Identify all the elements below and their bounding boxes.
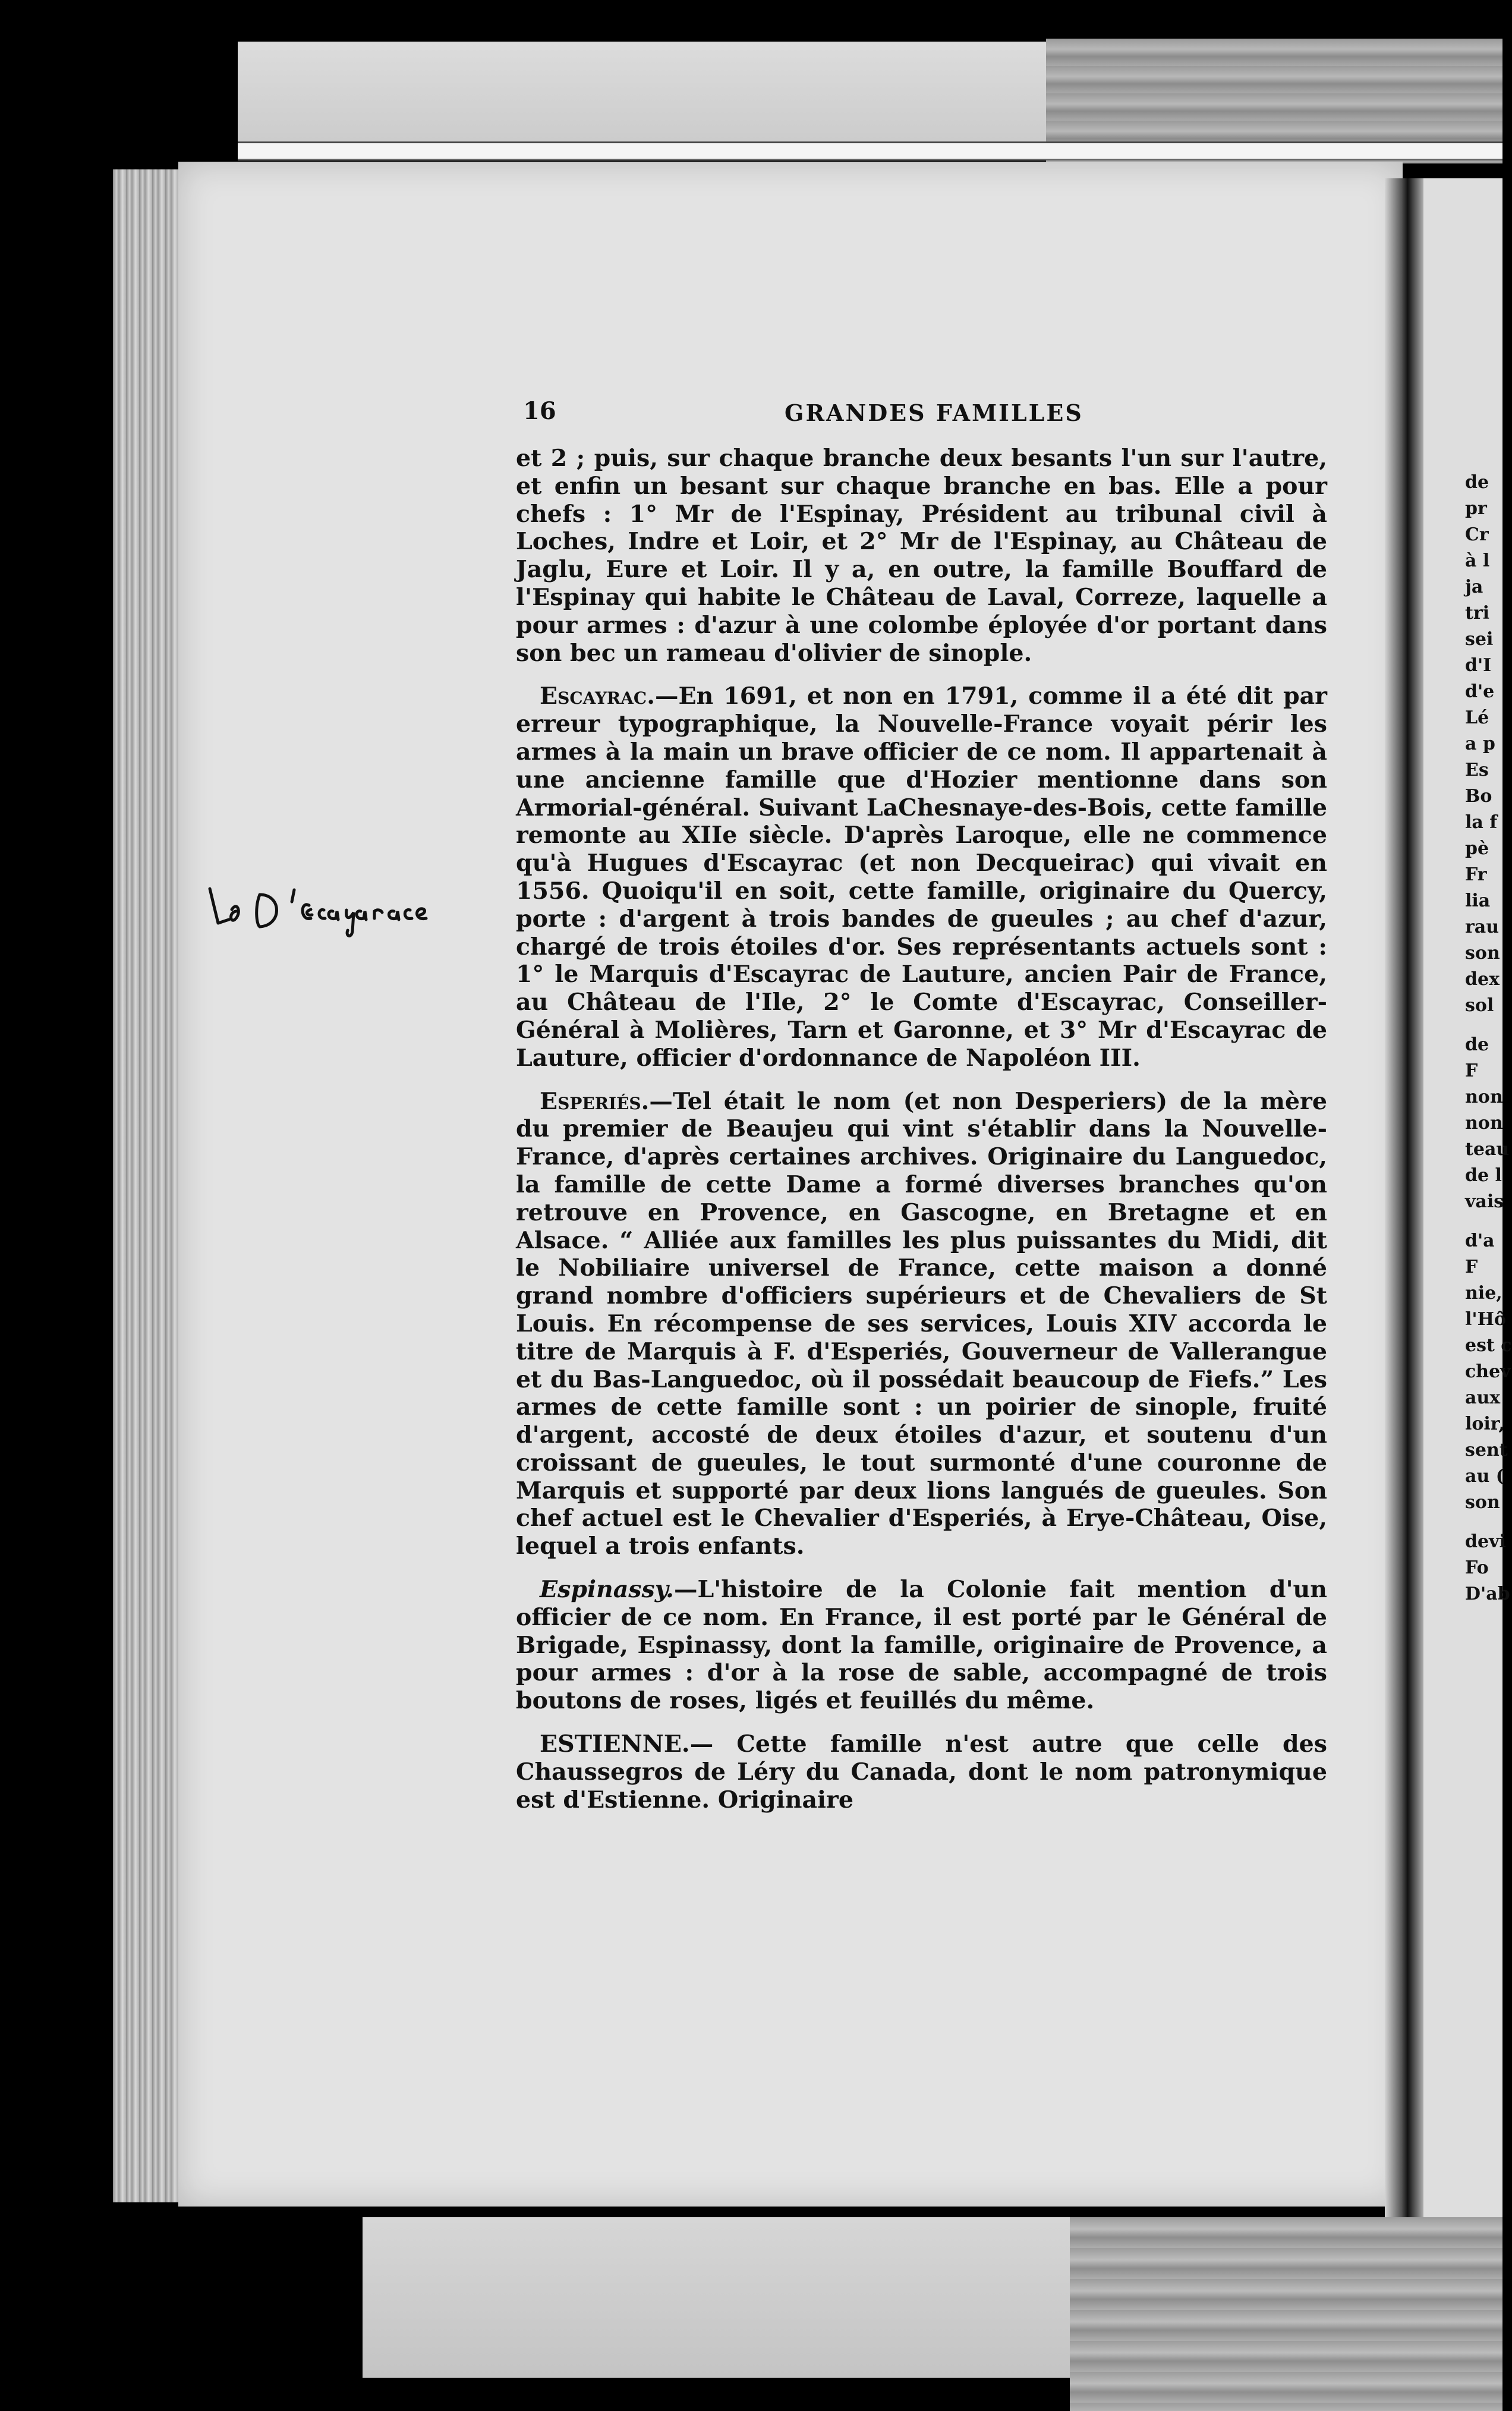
- right-page-line: dex: [1465, 969, 1500, 990]
- background-paper-bottom: [363, 2217, 1135, 2378]
- right-page-line: pr: [1465, 498, 1487, 519]
- entry-text: —L'histoire de la Colonie fait mention d'un officier de ce nom. En France, il est porté par le Général de Brigade, Espinassy, dont la famille, originaire de Provence, a pour armes : d'or à la rose de sable, accompagné de trois boutons de roses, ligés et feuillés du même.: [516, 1576, 1327, 1715]
- right-page-line: aux: [1465, 1387, 1501, 1408]
- right-page-line: teau: [1465, 1139, 1510, 1160]
- right-page-line: d'I: [1465, 655, 1492, 676]
- entry-heading: ESTIENNE.: [540, 1730, 690, 1758]
- right-page-line: son: [1465, 943, 1500, 964]
- right-page-line: de l: [1465, 1165, 1502, 1186]
- right-page-line: à l: [1465, 550, 1490, 571]
- right-page-line: Cr: [1465, 524, 1489, 545]
- right-page-line: sei: [1465, 629, 1494, 650]
- right-page-line: chev: [1465, 1361, 1511, 1382]
- right-page-text: [1465, 470, 1512, 1607]
- right-page-line: lia: [1465, 890, 1491, 911]
- background-wood-bottom: [1070, 2217, 1502, 2411]
- right-page-line: d'e: [1465, 681, 1495, 702]
- paragraph-estienne: [516, 1730, 1327, 1814]
- page-number: 16: [523, 397, 556, 425]
- entry-text: —Tel était le nom (et non Desperiers) de la mère du premier de Beaujeu qui vint s'établir dans la Nouvelle-France, d'après certaines archives. Originaire du Languedoc, la famille de cette Dame a formé diverses branches qu'on retrouve en Provence, en Gascogne, en Bretagne et en Alsace. “ Alliée aux familles les plus puissantes du Midi, dit le Nobiliaire universel de France, cette maison a donné grand nombre d'officiers supérieurs et de Chevaliers de St Louis. En récompense de ses services, Louis XIV accorda le titre de Marquis à F. d'Esperiés, Gouverneur de Vallerangue et du Bas-Languedoc, où il possédait beaucoup de Fiefs.” Les armes de cette famille sont : un poirier de sinople, fruité d'argent, accosté de deux étoiles d'azur, et soutenu d'un croissant de gueules, le tout surmonté d'une couronne de Marquis et supporté par deux lions langués de gueules. Son chef actuel est le Chevalier d'Esperiés, à Erye-Château, Oise, lequel a trois enfants.: [516, 1087, 1327, 1560]
- paragraph-escayrac: [516, 682, 1327, 1072]
- handwritten-margin-note: [205, 877, 449, 942]
- right-page-line: est c: [1465, 1335, 1512, 1356]
- right-page-line: la f: [1465, 812, 1498, 833]
- right-page-line: rau: [1465, 917, 1500, 937]
- paragraph-espinay: et 2 ; puis, sur chaque branche deux besants l'un sur l'autre, et enfin un besant sur chaque branche en bas. Elle a pour chefs : 1° Mr de l'Espinay, Président au tribunal civil à Loches, Indre et Loir, et 2° Mr de l'Espinay, au Château de Jaglu, Eure et Loir. Il y a, en outre, la famille Bouffard de l'Espinay qui habite le Château de Laval, Correze, laquelle a pour armes : d'azur à une colombe éployée d'or portant dans son bec un rameau d'olivier de sinople.: [516, 445, 1327, 667]
- right-page-line: a p: [1465, 734, 1495, 754]
- right-page-line: d'a: [1465, 1230, 1495, 1251]
- right-page-line: Fr: [1465, 864, 1487, 885]
- top-rule: [238, 141, 1502, 160]
- right-page-line: D'ab: [1465, 1584, 1510, 1604]
- right-page-line: tri: [1465, 603, 1490, 624]
- right-page-line: son: [1465, 1492, 1500, 1513]
- right-page-line: l'Hô: [1465, 1309, 1506, 1330]
- handwriting-icon: [205, 877, 449, 942]
- right-page-line: pè: [1465, 838, 1489, 859]
- right-page-line: vais: [1465, 1191, 1504, 1212]
- entry-text: — Cette famille n'est autre que celle des Chaussegros de Léry du Canada, dont le nom patronymique est d'Estienne. Originaire: [516, 1730, 1327, 1814]
- right-page-line: non: [1465, 1113, 1503, 1134]
- right-page-line: F: [1465, 1257, 1478, 1277]
- paragraph-esperies: [516, 1088, 1327, 1561]
- running-title: GRANDES FAMILLES: [785, 399, 1083, 426]
- right-page-line: au (: [1465, 1466, 1504, 1487]
- right-page-line: de: [1465, 1034, 1489, 1055]
- right-page-line: F: [1465, 1060, 1478, 1081]
- right-page-line: ja: [1465, 577, 1483, 597]
- right-page-line: sol: [1465, 995, 1494, 1016]
- right-page-line: devi: [1465, 1531, 1506, 1552]
- right-page-line: nie,: [1465, 1283, 1502, 1304]
- page-body: [516, 445, 1327, 1829]
- right-page-line: loir,: [1465, 1414, 1505, 1434]
- entry-heading: Esperiés.: [540, 1087, 650, 1115]
- page-header: [523, 397, 1313, 427]
- right-page-line: Lé: [1465, 707, 1489, 728]
- right-page-line: non: [1465, 1087, 1503, 1107]
- entry-text: —En 1691, et non en 1791, comme il a été dit par erreur typographique, la Nouvelle-France voyait périr les armes à la main un brave officier de ce nom. Il appartenait à une ancienne famille que d'Hozier mentionne dans son Armorial-général. Suivant LaChesnaye-des-Bois, cette famille remonte au XIIe siècle. D'après Laroque, elle ne commence qu'à Hugues d'Escayrac (et non Decqueirac) qui vivait en 1556. Quoiqu'il en soit, cette famille, originaire du Quercy, porte : d'argent à trois bandes de gueules ; au chef d'azur, chargé de trois étoiles d'or. Ses représentants actuels sont : 1° le Marquis d'Escayrac de Lauture, ancien Pair de France, au Château de l'Ile, 2° le Comte d'Escayrac, Conseiller-Général à Molières, Tarn et Garonne, et 3° Mr d'Escayrac de Lauture, officier d'ordonnance de Napoléon III.: [516, 682, 1327, 1072]
- book-gutter: [1385, 178, 1426, 2217]
- entry-heading: Escayrac.: [540, 682, 655, 710]
- right-page-line: Es: [1465, 760, 1489, 780]
- entry-heading: Espinassy.: [540, 1576, 674, 1604]
- paragraph-espinassy: [516, 1576, 1327, 1715]
- right-page-line: Fo: [1465, 1557, 1489, 1578]
- right-page-line: Bo: [1465, 786, 1492, 807]
- right-page-line: de: [1465, 472, 1489, 493]
- right-page-line: sent: [1465, 1440, 1508, 1461]
